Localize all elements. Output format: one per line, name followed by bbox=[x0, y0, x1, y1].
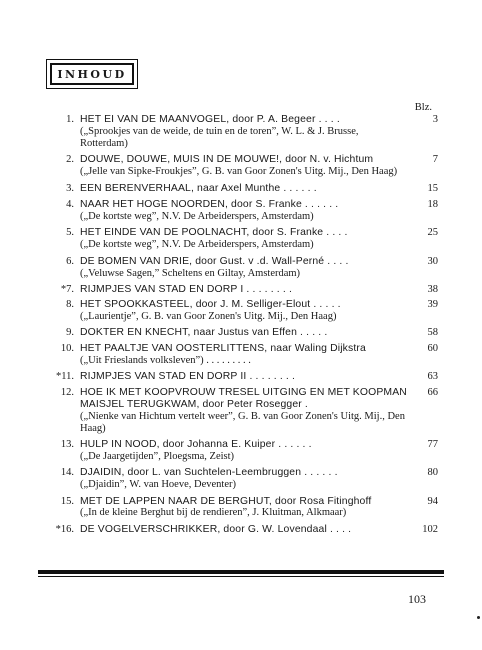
entry-source: („In de kleine Berghut bij de rendieren”, J. Kluitman, Alkmaar) bbox=[80, 507, 347, 519]
entry-page: 7 bbox=[432, 154, 438, 166]
entry-number: *7. bbox=[60, 283, 74, 295]
entry-page: 80 bbox=[427, 466, 438, 478]
entry-page: 63 bbox=[427, 371, 438, 383]
entry-number: 4. bbox=[66, 198, 74, 210]
toc-entry bbox=[36, 256, 438, 280]
toc-entry bbox=[36, 387, 438, 434]
entry-body bbox=[80, 371, 408, 383]
entry-title: RIJMPJES VAN STAD EN DORP I . . . . . . . . bbox=[80, 283, 292, 295]
footer-rule-thick bbox=[38, 570, 444, 574]
entry-page: 38 bbox=[427, 283, 438, 295]
entry-number: 10. bbox=[60, 342, 74, 354]
entry-body bbox=[80, 183, 408, 195]
entry-number: 2. bbox=[66, 154, 74, 166]
page-column-label: Blz. bbox=[414, 102, 432, 113]
entry-source: („De kortste weg”, N.V. De Arbeiderspers, Amsterdam) bbox=[80, 239, 314, 251]
entry-source: („Jelle van Sipke-Froukjes”, G. B. van Goor Zonen's Uitg. Mij., Den Haag) bbox=[80, 166, 398, 178]
entry-page: 102 bbox=[422, 524, 438, 536]
entry-body bbox=[80, 154, 408, 178]
entry-number: 14. bbox=[60, 466, 74, 478]
footer-rule-thin bbox=[38, 576, 444, 577]
toc-entry bbox=[36, 327, 438, 339]
toc-entry bbox=[36, 199, 438, 223]
entry-number: 15. bbox=[60, 495, 74, 507]
entry-body bbox=[80, 114, 408, 149]
entry-source: („Laurientje”, G. B. van Goor Zonen's Uitg. Mij., Den Haag) bbox=[80, 311, 337, 323]
entry-number: 8. bbox=[66, 299, 74, 311]
toc-entry bbox=[36, 371, 438, 383]
entry-source: („Veluwse Sagen,” Scheltens en Giltay, Amsterdam) bbox=[80, 267, 301, 279]
ink-speck bbox=[477, 616, 480, 619]
toc-entry bbox=[36, 299, 438, 323]
contents-heading-box bbox=[46, 59, 138, 89]
table-of-contents bbox=[36, 114, 438, 536]
entry-number: 5. bbox=[66, 227, 74, 239]
toc-entry bbox=[36, 496, 438, 520]
entry-page: 77 bbox=[427, 439, 438, 451]
entry-number: 12. bbox=[60, 387, 74, 399]
entry-body bbox=[80, 524, 408, 536]
entry-body bbox=[80, 343, 408, 367]
entry-page: 15 bbox=[427, 182, 438, 194]
entry-number: *11. bbox=[56, 371, 74, 383]
entry-source: („De Jaargetijden”, Ploegsma, Zeist) bbox=[80, 451, 235, 463]
toc-entry bbox=[36, 343, 438, 367]
entry-body bbox=[80, 496, 408, 520]
page-number: 103 bbox=[408, 592, 426, 606]
entry-number: 13. bbox=[60, 439, 74, 451]
toc-entry bbox=[36, 467, 438, 491]
toc-entry bbox=[36, 114, 438, 149]
entry-title: HET EINDE VAN DE POOLNACHT, door S. Franke . . . . bbox=[80, 227, 348, 239]
entry-page: 39 bbox=[427, 299, 438, 311]
contents-heading: INHOUD bbox=[50, 63, 134, 85]
entry-page: 60 bbox=[427, 342, 438, 354]
entry-title: HET PAALTJE VAN OOSTERLITTENS, naar Waling Dijkstra bbox=[80, 342, 366, 354]
entry-source: („De kortste weg”, N.V. De Arbeiderspers, Amsterdam) bbox=[80, 210, 314, 222]
entry-number: *16. bbox=[55, 524, 74, 536]
entry-number: 9. bbox=[66, 326, 74, 338]
entry-body bbox=[80, 299, 408, 323]
toc-entry bbox=[36, 439, 438, 463]
entry-body bbox=[80, 467, 408, 491]
entry-title: HULP IN NOOD, door Johanna E. Kuiper . . . . . . bbox=[80, 439, 312, 451]
entry-page: 58 bbox=[427, 326, 438, 338]
entry-title: DE BOMEN VAN DRIE, door Gust. v .d. Wall-Perné . . . . bbox=[80, 255, 349, 267]
entry-page: 30 bbox=[427, 255, 438, 267]
entry-title: EEN BERENVERHAAL, naar Axel Munthe . . . . . . bbox=[80, 182, 317, 194]
entry-source: („Sprookjes van de weide, de tuin en de toren”, W. L. & J. Brusse, Rotterdam) bbox=[80, 125, 359, 149]
entry-number: 3. bbox=[66, 182, 74, 194]
entry-title: DJAIDIN, door L. van Suchtelen-Leembruggen . . . . . . bbox=[80, 466, 338, 478]
entry-body bbox=[80, 439, 408, 463]
entry-title: HOE IK MET KOOPVROUW TRESEL UITGING EN MET KOOPMAN MAISJEL TERUGKWAM, door Peter Rosegger . bbox=[80, 387, 407, 410]
entry-body bbox=[80, 256, 408, 280]
entry-body bbox=[80, 199, 408, 223]
entry-title: HET SPOOKKASTEEL, door J. M. Selliger-Elout . . . . . bbox=[80, 299, 341, 311]
entry-title: DOUWE, DOUWE, MUIS IN DE MOUWE!, door N. v. Hichtum bbox=[80, 154, 374, 166]
entry-number: 6. bbox=[66, 255, 74, 267]
entry-body bbox=[80, 227, 408, 251]
entry-page: 3 bbox=[432, 114, 438, 125]
toc-entry bbox=[36, 183, 438, 195]
entry-source: („Nienke van Hichtum vertelt weer”, G. B. van Goor Zonen's Uitg. Mij., Den Haag) bbox=[80, 410, 405, 434]
toc-entry bbox=[36, 227, 438, 251]
entry-page: 18 bbox=[427, 198, 438, 210]
toc-entry bbox=[36, 524, 438, 536]
entry-title: NAAR HET HOGE NOORDEN, door S. Franke . . . . . . bbox=[80, 198, 339, 210]
entry-page: 94 bbox=[427, 495, 438, 507]
entry-title: HET EI VAN DE MAANVOGEL, door P. A. Begeer . . . . bbox=[80, 114, 340, 125]
entry-title: DOKTER EN KNECHT, naar Justus van Effen . . . . . bbox=[80, 326, 328, 338]
entry-title: MET DE LAPPEN NAAR DE BERGHUT, door Rosa Fitinghoff bbox=[80, 495, 372, 507]
toc-entry bbox=[36, 154, 438, 178]
entry-body bbox=[80, 387, 408, 434]
entry-title: RIJMPJES VAN STAD EN DORP II . . . . . . . . bbox=[80, 371, 296, 383]
toc-entry bbox=[36, 284, 438, 296]
entry-body bbox=[80, 327, 408, 339]
entry-title: DE VOGELVERSCHRIKKER, door G. W. Lovendaal . . . . bbox=[80, 524, 352, 536]
entry-page: 25 bbox=[427, 227, 438, 239]
entry-source: („Djaidin”, W. van Hoeve, Deventer) bbox=[80, 478, 236, 490]
entry-body bbox=[80, 284, 408, 296]
entry-source: („Uit Frieslands volksleven”) . . . . . . . . . bbox=[80, 354, 251, 366]
entry-page: 66 bbox=[427, 387, 438, 399]
entry-number: 1. bbox=[66, 114, 74, 125]
